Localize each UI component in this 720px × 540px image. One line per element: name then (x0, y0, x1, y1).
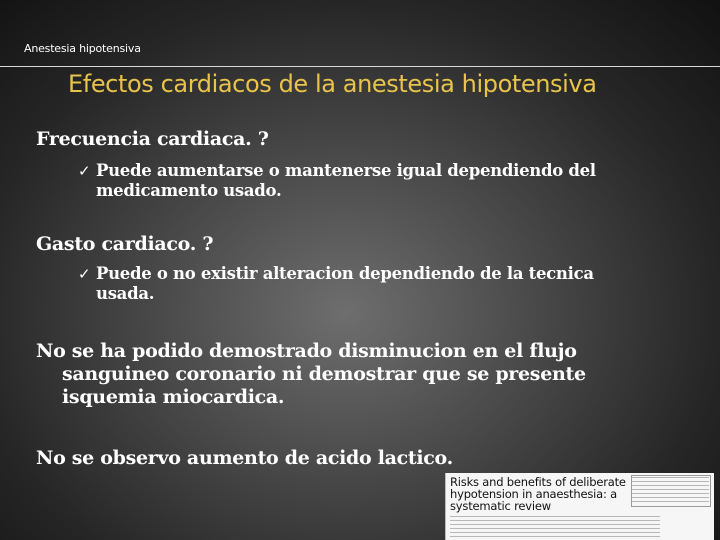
bullet-cardiac-output: Gasto cardiaco. ? (36, 233, 214, 255)
bullet-lactic-acid: No se observo aumento de acido lactico. (36, 447, 453, 469)
sub-bullet-line: Puede aumentarse o mantenerse igual dependiendo del (96, 161, 596, 180)
bullet-heart-rate: Frecuencia cardiaca. ? (36, 128, 269, 150)
checkmark-icon: ✓ (78, 162, 91, 180)
paper-author-lines (631, 477, 709, 503)
bullet-line: No se ha podido demostrado disminucion en el flujo (36, 340, 577, 362)
bullet-line: sanguineo coronario ni demostrar que se presente (62, 363, 586, 385)
bullet-coronary-flow (36, 340, 676, 409)
slide-title: Efectos cardiacos de la anestesia hipotensiva (68, 70, 597, 98)
sub-bullet-line: Puede o no existir alteracion dependiendo de la tecnica (96, 264, 594, 283)
paper-reference-image (445, 473, 714, 540)
sub-bullet-cardiac-output (78, 264, 688, 303)
sub-bullet-heart-rate (78, 161, 688, 200)
sub-bullet-line: usada. (96, 284, 155, 303)
paper-abstract-lines (450, 516, 660, 538)
paper-title: Risks and benefits of deliberate hypotension in anaesthesia: a systematic review (450, 475, 626, 513)
bullet-line: isquemia miocardica. (62, 386, 285, 408)
header-divider (0, 66, 720, 67)
header-label: Anestesia hipotensiva (24, 42, 141, 55)
sub-bullet-line: medicamento usado. (96, 181, 282, 200)
checkmark-icon: ✓ (78, 265, 91, 283)
